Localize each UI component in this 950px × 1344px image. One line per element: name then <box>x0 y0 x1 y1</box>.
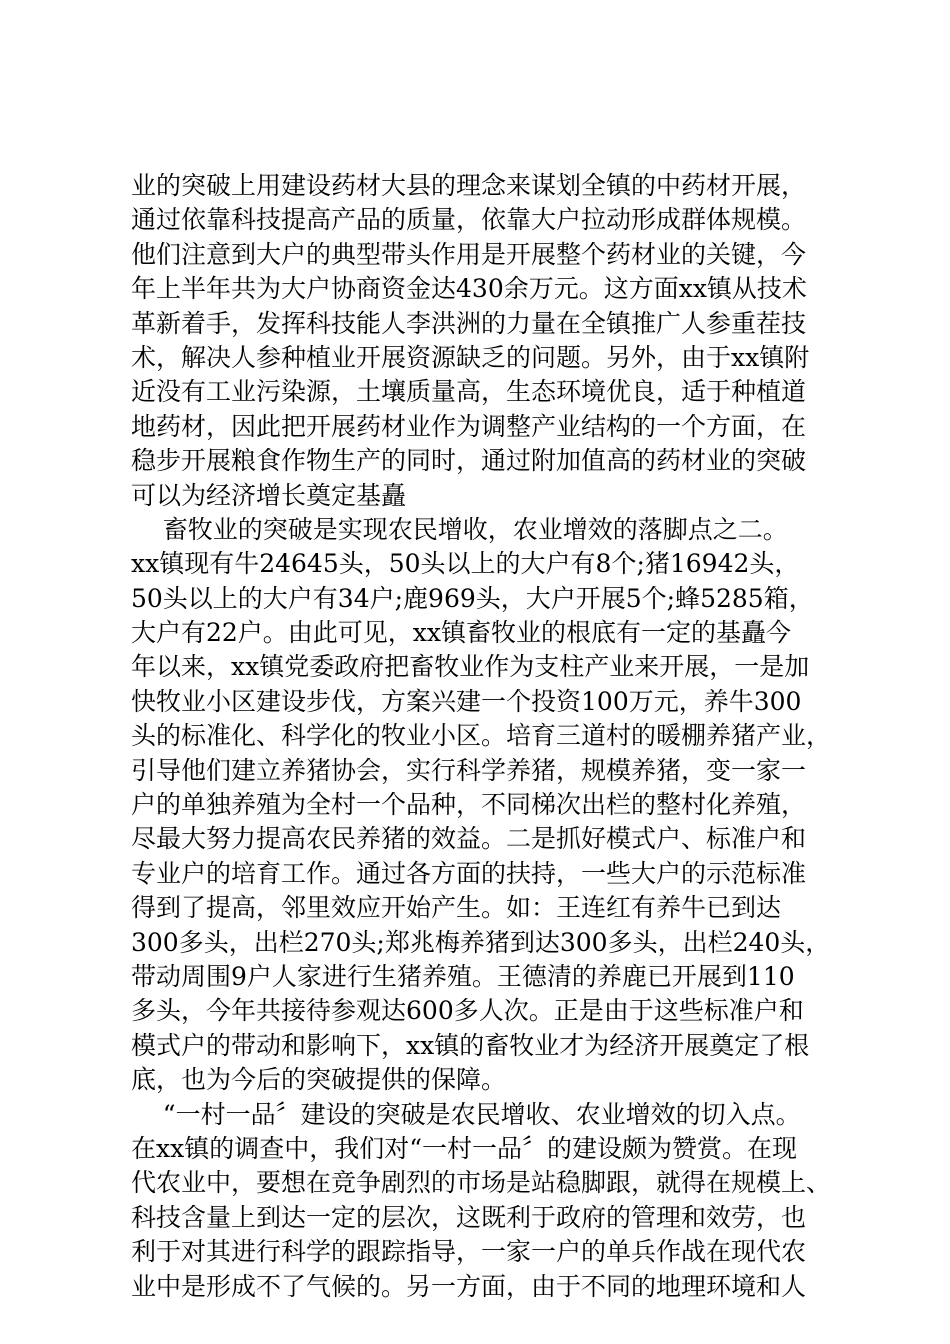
text-line: 科技含量上到达一定的层次，这既利于政府的管理和效劳，也 <box>131 1202 807 1232</box>
text-line: 通过依靠科技提高产品的质量，依靠大户拉动形成群体规模。 <box>131 205 807 235</box>
text-line: 户的单独养殖为全村一个品种，不同梯次出栏的整村化养殖， <box>131 790 807 820</box>
paragraph-3 <box>131 1098 843 1304</box>
text-line: 稳步开展粮食作物生产的同时，通过附加值高的药材业的突破 <box>131 446 807 476</box>
paragraph-1 <box>131 169 843 513</box>
text-line: 底，也为今后的突破提供的保障。 <box>131 1065 507 1095</box>
text-line: 头的标准化、科学化的牧业小区。培育三道村的暖棚养猪产业， <box>131 721 832 751</box>
text-line: 年以来，xx镇党委政府把畜牧业作为支柱产业来开展，一是加 <box>131 652 810 682</box>
text-line: 多头，今年共接待参观达600多人次。正是由于这些标准户和 <box>131 996 804 1026</box>
text-line: 大户有22户。由此可见，xx镇畜牧业的根底有一定的基矗今 <box>131 618 792 648</box>
text-line: 地药材，因此把开展药材业作为调整产业结构的一个方面，在 <box>131 411 807 441</box>
text-line: 年上半年共为大户协商资金达430余万元。这方面xx镇从技术 <box>131 274 807 304</box>
text-line: “一村一品〞建设的突破是农民增收、农业增效的切入点。 <box>131 1099 801 1129</box>
text-line: 他们注意到大户的典型带头作用是开展整个药材业的关键，今 <box>131 239 807 269</box>
text-line: 专业户的培育工作。通过各方面的扶持，一些大户的示范标准 <box>131 858 807 888</box>
text-line: 在xx镇的调查中，我们对“一村一品〞的建设颇为赞赏。在现 <box>131 1133 797 1163</box>
text-line: 模式户的带动和影响下，xx镇的畜牧业才为经济开展奠定了根 <box>131 1030 810 1060</box>
text-line: 业中是形成不了气候的。另一方面，由于不同的地理环境和人 <box>131 1271 807 1301</box>
text-line: 可以为经济增长奠定基矗 <box>131 480 407 510</box>
text-line: xx镇现有牛24645头，50头以上的大户有8个;猪16942头， <box>131 549 800 579</box>
paragraph-2 <box>131 513 843 1098</box>
text-line: 带动周围9户人家进行生猪养殖。王德清的养鹿已开展到110 <box>131 961 795 991</box>
text-line: 革新着手，发挥科技能人李洪洲的力量在全镇推广人参重茬技 <box>131 308 807 338</box>
text-line: 引导他们建立养猪协会，实行科学养猪，规模养猪，变一家一 <box>131 755 807 785</box>
text-line: 业的突破上用建设药材大县的理念来谋划全镇的中药材开展， <box>131 171 807 200</box>
text-line: 利于对其进行科学的跟踪指导，一家一户的单兵作战在现代农 <box>131 1237 807 1267</box>
text-line: 术，解决人参种植业开展资源缺乏的问题。另外，由于xx镇附 <box>131 342 810 372</box>
text-line: 50头以上的大户有34户;鹿969头，大户开展5个;蜂5285箱， <box>131 583 814 613</box>
text-line: 300多头，出栏270头;郑兆梅养猪到达300多头，出栏240头， <box>131 927 831 957</box>
text-line: 畜牧业的突破是实现农民增收，农业增效的落脚点之二。 <box>131 514 788 544</box>
text-line: 得到了提高，邻里效应开始产生。如：王连红有养牛已到达 <box>131 893 782 923</box>
document-body <box>131 169 843 1304</box>
text-line: 近没有工业污染源，土壤质量高，生态环境优良，适于种植道 <box>131 377 807 407</box>
text-line: 尽最大努力提高农民养猪的效益。二是抓好模式户、标准户和 <box>131 824 807 854</box>
text-line: 代农业中，要想在竞争剧烈的市场是站稳脚跟，就得在规模上、 <box>131 1168 832 1198</box>
text-line: 快牧业小区建设步伐，方案兴建一个投资100万元，养牛300 <box>131 686 802 716</box>
